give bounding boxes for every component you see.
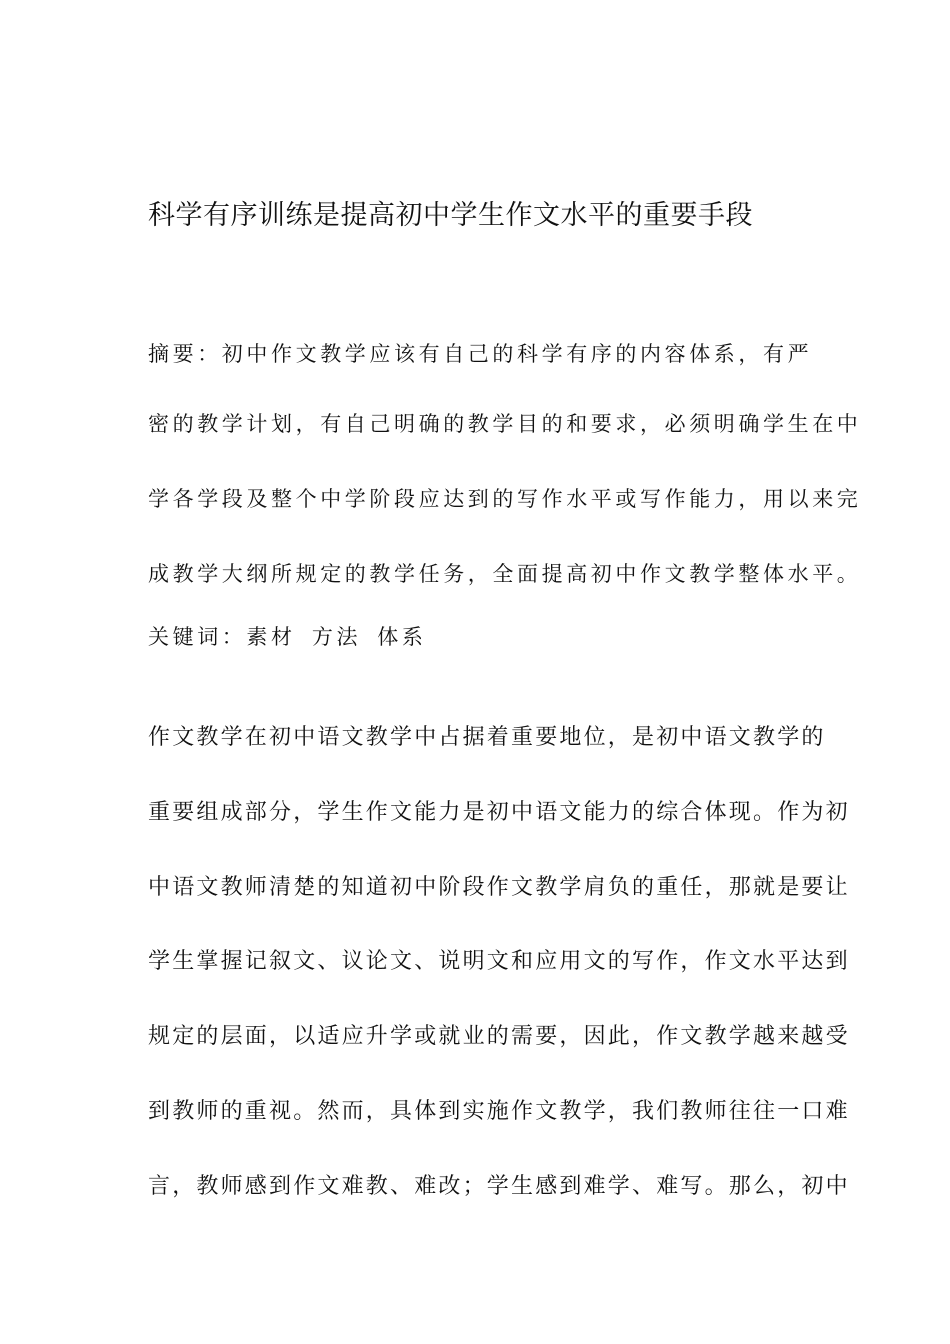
abstract-line: 成教学大纲所规定的教学任务，全面提高初中作文教学整体水平。 — [148, 562, 862, 586]
abstract-line: 密的教学计划，有自己明确的教学目的和要求，必须明确学生在中 — [148, 412, 862, 436]
body-line: 学生掌握记叙文、议论文、说明文和应用文的写作，作文水平达到 — [148, 949, 850, 974]
body-line: 言，教师感到作文难教、难改；学生感到难学、难写。那么，初中 — [148, 1174, 850, 1199]
abstract-line: 学各学段及整个中学阶段应达到的写作水平或写作能力，用以来完 — [148, 487, 862, 511]
body-line: 作文教学在初中语文教学中占据着重要地位，是初中语文教学的 — [148, 725, 826, 750]
body-line: 中语文教师清楚的知道初中阶段作文教学肩负的重任，那就是要让 — [148, 875, 850, 900]
body-line: 重要组成部分，学生作文能力是初中语文能力的综合体现。作为初 — [148, 800, 850, 825]
body-line: 规定的层面，以适应升学或就业的需要，因此，作文教学越来越受 — [148, 1024, 850, 1049]
document-title: 科学有序训练是提高初中学生作文水平的重要手段 — [148, 200, 753, 231]
body-line: 到教师的重视。然而，具体到实施作文教学，我们教师往往一口难 — [148, 1099, 850, 1124]
abstract-line: 摘要：初中作文教学应该有自己的科学有序的内容体系，有严 — [148, 342, 813, 366]
keywords-line: 关键词：素材 方法 体系 — [148, 625, 427, 649]
